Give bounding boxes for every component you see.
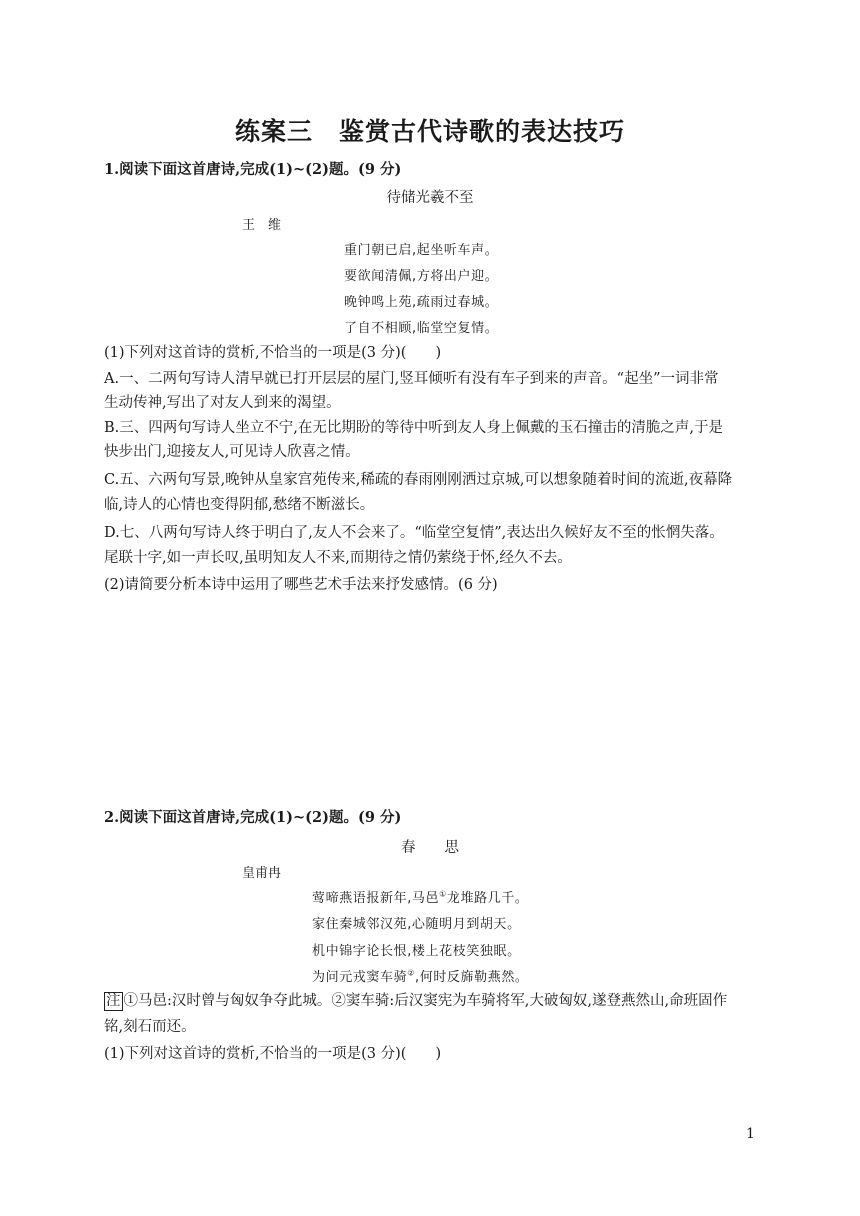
q1-option-c-line-1: C.五、六两句写景,晚钟从皇家宫苑传来,稀疏的春雨刚刚洒过京城,可以想象随着时间的流逝,夜幕降 [104, 472, 733, 488]
q1-stem-text: 1.阅读下面这首唐诗,完成(1)~(2)题。(9 分) [104, 161, 402, 178]
q1-poem-title: 待储光羲不至 [386, 190, 474, 206]
q2-verse-1 [312, 887, 529, 906]
q1-sub-question-2: (2)请简要分析本诗中运用了哪些艺术手法来抒发感情。(6 分) [104, 577, 498, 593]
q2-note-ref-1: ① [439, 889, 447, 899]
q2-stem-text: 2.阅读下面这首唐诗,完成(1)~(2)题。(9 分) [104, 809, 402, 826]
q2-verse-1-a: 莺啼燕语报新年,马邑 [312, 891, 440, 906]
q1-option-d-line-2: 尾联十字,如一声长叹,虽明知友人不来,而期待之情仍萦绕于怀,经久不去。 [104, 550, 572, 566]
q2-note-line-2: 铭,刻石而还。 [104, 1019, 196, 1035]
q2-note-line-1 [104, 991, 727, 1011]
q1-option-c-line-2: 临,诗人的心情也变得阴郁,愁绪不断滋长。 [104, 497, 375, 513]
page-title: 练案三 鉴赏古代诗歌的表达技巧 [234, 117, 625, 146]
q2-sub-question-1: (1)下列对这首诗的赏析,不恰当的一项是(3 分)( ) [104, 1046, 442, 1062]
q2-note-text-1: ①马邑:汉时曾与匈奴争夺此城。②窦车骑:后汉窦宪为车骑将军,大破匈奴,遂登燕然山,命班固作 [123, 993, 728, 1009]
q2-verse-2: 家住秦城邻汉苑,心随明月到胡天。 [312, 917, 521, 932]
q1-option-a-line-1: A.一、二两句写诗人清早就已打开层层的屋门,竖耳倾听有没有车子到来的声音。“起坐”一词非常 [104, 371, 719, 387]
q1-verse-1: 重门朝已启,起坐听车声。 [344, 243, 499, 258]
note-label-badge: 注 [106, 993, 121, 1009]
q1-verse-4: 了自不相顾,临堂空复情。 [344, 321, 499, 336]
q2-poem-title: 春 思 [401, 840, 459, 856]
q1-option-d-line-1: D.七、八两句写诗人终于明白了,友人不会来了。“临堂空复情”,表达出久候好友不至的怅惘失落。 [104, 525, 724, 541]
q2-verse-4-b: ,何时反旆勒燕然。 [414, 970, 529, 985]
page-number: 1 [746, 1126, 755, 1142]
q2-poem-author: 皇甫冉 [242, 866, 282, 881]
question-2-stem [104, 808, 401, 828]
question-1-stem [104, 160, 401, 180]
q1-option-a-line-2: 生动传神,写出了对友人到来的渴望。 [104, 395, 341, 411]
q2-verse-4 [312, 966, 529, 985]
q1-sub-question-1: (1)下列对这首诗的赏析,不恰当的一项是(3 分)( ) [104, 345, 442, 361]
q1-poem-author: 王 维 [242, 218, 282, 233]
q1-option-b-line-2: 快步出门,迎接友人,可见诗人欣喜之情。 [104, 444, 360, 460]
q2-verse-3: 机中锦字论长恨,楼上花枝笑独眠。 [312, 944, 521, 959]
q2-verse-4-a: 为问元戎窦车骑 [312, 970, 408, 985]
q1-option-b-line-1: B.三、四两句写诗人坐立不宁,在无比期盼的等待中听到友人身上佩戴的玉石撞击的清脆之声,于是 [104, 420, 723, 436]
q1-verse-3: 晚钟鸣上苑,疏雨过春城。 [344, 295, 499, 310]
q2-verse-1-b: 龙堆路几千。 [446, 891, 529, 906]
q2-note-ref-2: ② [407, 968, 415, 978]
q1-verse-2: 要欲闻清佩,方将出户迎。 [344, 269, 499, 284]
